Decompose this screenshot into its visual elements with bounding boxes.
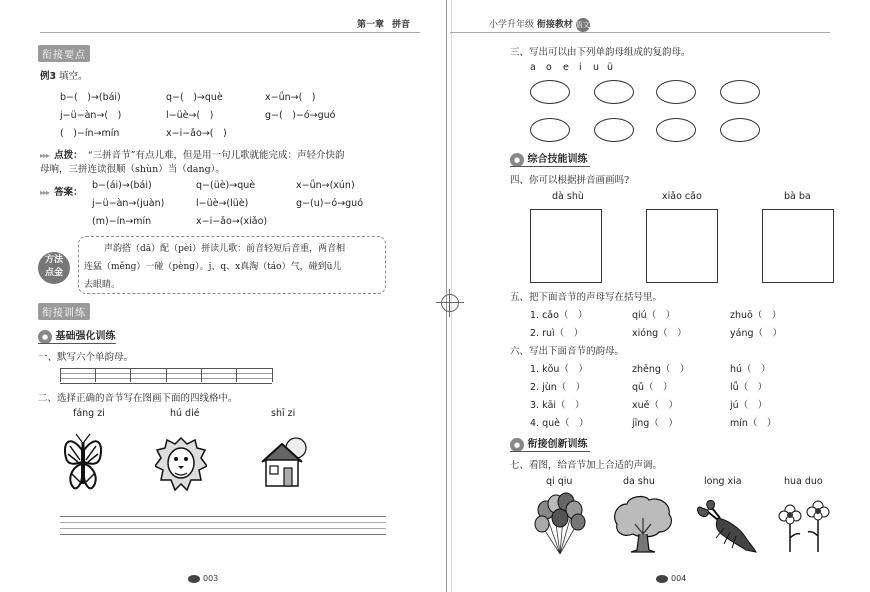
house-icon (260, 436, 308, 490)
balloons-icon (534, 492, 586, 556)
hint-arrow-icon: ▸▸▸ (40, 151, 50, 160)
training-badge-icon: ● (510, 153, 524, 167)
innovation-underline (510, 451, 590, 452)
draw-label-tree: dà shù (552, 191, 584, 202)
answer-label: 答案： (54, 187, 83, 198)
q5-item-1-3: zhuō（ ） (730, 310, 782, 321)
example-row-3-col-1: ( )−ín→mín (60, 128, 120, 139)
question-1: 一、默写六个单韵母。 (38, 352, 134, 363)
vowel-i: i (579, 62, 582, 73)
hint-label: 点拨： (54, 150, 83, 161)
page-number-left (188, 574, 218, 583)
draw-label-grass: xiǎo cǎo (662, 191, 702, 202)
drawing-box-tree[interactable] (530, 209, 602, 283)
answer-row-2-col-3: g−(u)−ó→guó (296, 198, 364, 209)
method-tip-label-2: 点金 (44, 268, 63, 278)
subject-badge: 语文 (576, 18, 590, 32)
method-tip-line-1: 声韵搭（dā）配（pèi）拼读儿歌：前音轻短后音重，两音相 (104, 244, 346, 254)
answer-ellipse[interactable] (656, 80, 696, 104)
grid-divider (130, 368, 131, 382)
writing-line[interactable] (60, 534, 386, 535)
method-tip-label-1: 方法 (44, 255, 63, 265)
training-badge-icon: ● (38, 330, 52, 344)
q6-item-4-3: mín（ ） (730, 418, 777, 429)
question-7: 七、看图，给音节加上合适的声调。 (510, 460, 663, 471)
hint-text-2: 母响，三拼连读很顺（shùn）当（dang）。 (40, 164, 225, 175)
q6-item-3-3: jú（ ） (730, 400, 768, 411)
page-number-left-text: 003 (203, 574, 219, 583)
q6-item-3-2: xuě（ ） (632, 400, 678, 411)
answer-heading (40, 180, 83, 199)
vowel-a: a (530, 62, 536, 73)
example-label: 例3 (40, 71, 57, 82)
innovation-training-heading (510, 435, 587, 452)
hint-text-1: “三拼音节”有点儿难，但是用一句儿歌就能完成：声轻介快韵 (87, 150, 345, 161)
q6-item-3-1: 3. kāi（ ） (530, 400, 585, 411)
pinyin-label-butterfly: hú dié (170, 408, 200, 419)
tone-label-flower: hua duo (784, 476, 823, 487)
section-tag-training: 衔接训练 (38, 303, 90, 320)
question-5: 五、把下面音节的声母写在括号里。 (510, 292, 663, 303)
q6-item-1-1: 1. kǒu（ ） (530, 364, 588, 375)
example-instruction: 填空。 (59, 71, 88, 82)
right-page (436, 0, 870, 592)
method-tip-badge (38, 252, 70, 284)
pinyin-label-house: fáng zi (73, 408, 105, 419)
example-row-3-col-2: x−i−ǎo→( ) (166, 128, 227, 139)
hint-line-1 (40, 143, 344, 162)
basic-training-heading (38, 327, 115, 344)
section-tag-points: 衔接要点 (38, 45, 90, 62)
example-heading (40, 68, 88, 82)
q6-item-4-1: 4. què（ ） (530, 418, 589, 429)
training-badge-icon: ● (510, 438, 524, 452)
method-tip-line-3: 去眼睛。 (84, 280, 121, 290)
answer-row-3-col-2: x−i−ǎo→(xiǎo) (196, 216, 268, 227)
answer-row-1-col-2: q−(üè)→què (196, 180, 256, 191)
answer-row-2-col-2: l−üè→(lüè) (196, 198, 249, 209)
writing-line[interactable] (60, 528, 386, 529)
grid-divider (60, 368, 61, 382)
chapter-label: 第一章 (357, 20, 385, 30)
q5-item-2-2: xióng（ ） (632, 328, 687, 339)
vowel-o: o (546, 62, 552, 73)
question-3: 三、写出可以由下列单韵母组成的复韵母。 (510, 47, 691, 58)
question-4: 四、你可以根据拼音画画吗? (510, 175, 630, 186)
q6-item-2-3: lǚ（ ） (730, 382, 768, 393)
page-logo-icon (656, 575, 668, 583)
lion-icon (155, 436, 207, 492)
example-row-2-col-2: l−üè→( ) (166, 110, 214, 121)
q5-item-1-2: qiú（ ） (632, 310, 676, 321)
question-2: 二、选择正确的音节写在图画下面的四线格中。 (38, 393, 238, 404)
answer-ellipse[interactable] (530, 118, 570, 142)
answer-row-1-col-3: x−ǘn→(xún) (296, 180, 355, 191)
tone-label-lobster: long xia (704, 476, 742, 487)
example-row-2-col-1: j−ü−àn→( ) (60, 110, 122, 121)
grid-divider (201, 368, 202, 382)
draw-label-dad: bà ba (784, 191, 811, 202)
answer-ellipse[interactable] (720, 118, 760, 142)
flower-icon (776, 498, 832, 554)
q5-item-2-3: yáng（ ） (730, 328, 782, 339)
pinyin-label-lion: shī zi (271, 408, 296, 419)
q5-item-1-1: 1. cǎo（ ） (530, 310, 588, 321)
answer-ellipse[interactable] (594, 118, 634, 142)
lobster-icon (694, 498, 758, 554)
grid-divider (95, 368, 96, 382)
writing-line[interactable] (60, 522, 386, 523)
answer-row-2-col-1: j−ü−àn→(juàn) (92, 198, 165, 209)
example-row-1-col-3: x−ǘn→( ) (265, 92, 316, 103)
butterfly-icon (62, 432, 104, 492)
answer-arrow-icon: ▸▸▸ (40, 188, 50, 197)
tone-label-balloon: qi qiu (546, 476, 573, 487)
page-number-right-text: 004 (671, 574, 687, 583)
grid-divider (236, 368, 237, 382)
vowel-e: e (563, 62, 569, 73)
q6-item-1-2: zhēng（ ） (632, 364, 690, 375)
vowel-u-umlaut: ü (607, 62, 614, 73)
grid-divider (166, 368, 167, 382)
method-tip-line-2: 连猛（měng）一碰（pèng）。j、q、x真淘（táo）气，碰到ü儿 (84, 262, 342, 272)
answer-ellipse[interactable] (594, 80, 634, 104)
header-rule (450, 32, 830, 33)
page-logo-icon (188, 575, 200, 583)
comprehensive-training-heading (510, 150, 587, 167)
writing-line[interactable] (60, 516, 386, 517)
innovation-training-title: 衔接创新训练 (527, 439, 588, 450)
chapter-topic: 拼音 (392, 20, 411, 30)
answer-ellipse[interactable] (530, 80, 570, 104)
basic-training-underline (38, 343, 116, 344)
answer-row-1-col-1: b−(ái)→(bái) (92, 180, 152, 191)
answer-ellipse[interactable] (656, 118, 696, 142)
answer-ellipse[interactable] (720, 80, 760, 104)
vowel-u: u (593, 62, 600, 73)
drawing-box-dad[interactable] (762, 209, 834, 283)
comprehensive-training-title: 综合技能训练 (527, 154, 588, 165)
header-rule (40, 32, 420, 33)
page-number-right (656, 574, 686, 583)
drawing-box-grass[interactable] (646, 209, 718, 283)
series-name: 小学升年级 (489, 20, 535, 30)
q6-item-2-1: 2. jùn（ ） (530, 382, 586, 393)
q6-item-2-2: qǔ（ ） (632, 382, 673, 393)
example-row-2-col-3: g−( )−ó→guó (265, 110, 336, 121)
answer-row-3-col-1: (m)−ín→mín (92, 216, 152, 227)
series-name-bold: 衔接教材 (536, 20, 573, 30)
q6-item-4-2: jīng（ ） (632, 418, 678, 429)
example-row-1-col-1: b−( )→(bái) (60, 92, 121, 103)
series-label (489, 17, 590, 32)
grid-divider (272, 368, 273, 382)
q5-item-2-1: 2. ruì（ ） (530, 328, 584, 339)
question-6: 六、写出下面音节的韵母。 (510, 346, 625, 357)
example-row-1-col-2: q−( )→què (166, 92, 223, 103)
comprehensive-underline (510, 166, 590, 167)
tone-label-tree: da shu (623, 476, 655, 487)
q6-item-1-3: hú（ ） (730, 364, 771, 375)
basic-training-title: 基础强化训练 (55, 331, 116, 342)
tree-icon (611, 494, 675, 554)
